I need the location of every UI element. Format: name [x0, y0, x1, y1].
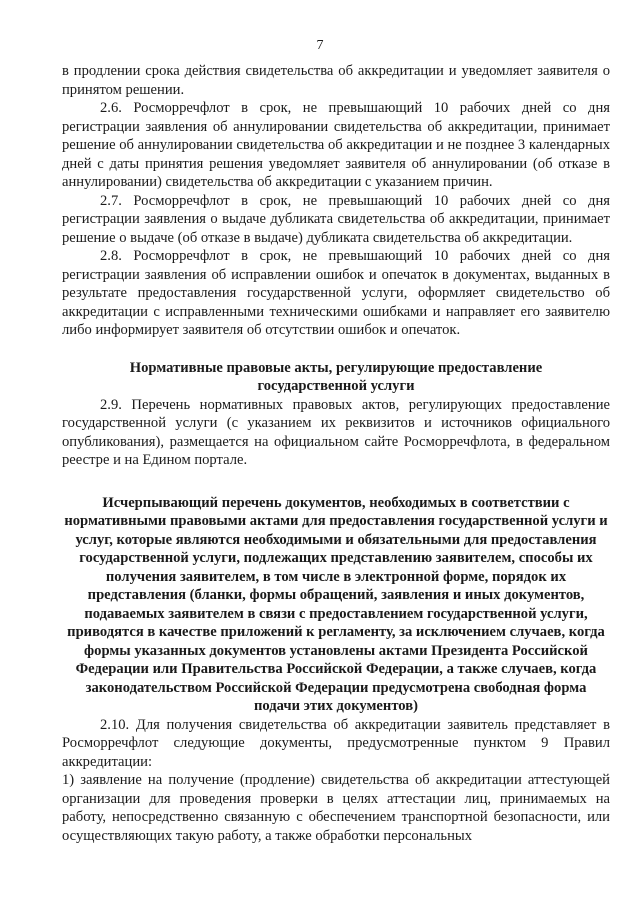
page-number: 7: [316, 38, 324, 53]
paragraph-2-7: 2.7. Росморречфлот в срок, не превышающий 10 рабочих дней со дня регистрации заявления о выдаче дубликата свидетельства об аккредитации, принимает решение о выдаче (об отказе в выдаче) дубликата свидетельства об аккредитации.: [62, 192, 610, 246]
section-heading-normative-acts: Нормативные правовые акты, регулирующие предоставление государственной услуги: [129, 359, 543, 394]
paragraph-2-8: 2.8. Росморречфлот в срок, не превышающий 10 рабочих дней со дня регистрации заявления об исправлении ошибок и опечаток в документах, выданных в результате предоставления государственной услуги, оформляет свидетельство об аккредитации с исправленными техническими ошибками и направляет его заявителю либо информирует заявителя об отсутствии ошибок и опечаток.: [62, 248, 610, 338]
paragraph-2-9: 2.9. Перечень нормативных правовых актов, регулирующих предоставление государственной услуги (с указанием их реквизитов и источников официального опубликования), размещается на официальном сайте Росморречфлота, в федеральном реестре и на Едином портале.: [62, 396, 610, 468]
paragraph-2-10: 2.10. Для получения свидетельства об аккредитации заявитель представляет в Росморречфлот следующие документы, предусмотренные пунктом 9 Правил аккредитации:: [62, 716, 610, 770]
paragraph-intro: в продлении срока действия свидетельства об аккредитации и уведомляет заявителя о принятом решении.: [62, 63, 610, 98]
document-body: [62, 62, 610, 845]
spacer: [62, 470, 610, 494]
spacer: [62, 340, 610, 359]
section-heading-documents-list: Исчерпывающий перечень документов, необходимых в соответствии с нормативными правовыми актами для предоставления государственной услуги и услуг, которые являются необходимыми и обязательными для предоставления государственной услуги, подлежащих представлению заявителем, способы их получения заявителем, в том числе в электронной форме, порядок их представления (бланки, формы обращений, заявления и иных документов, подаваемых заявителем в связи с предоставлением государственной услуги, приводятся в качестве приложений к регламенту, за исключением случаев, когда формы указанных документов установлены актами Президента Российской Федерации или Правительства Российской Федерации, а также случаев, когда законодательством Российской Федерации предусмотрена свободная форма подачи этих документов): [64, 494, 608, 714]
paragraph-2-6: 2.6. Росморречфлот в срок, не превышающий 10 рабочих дней со дня регистрации заявления об аннулировании свидетельства об аккредитации, принимает решение об аннулировании свидетельства об аккредитации и не позднее 3 календарных дней с даты принятия решения уведомляет заявителя об аннулировании (об отказе в аннулировании) свидетельства об аккредитации с указанием причин.: [62, 100, 610, 190]
list-item-1: 1) заявление на получение (продление) свидетельства об аккредитации аттестующей организации для проведения проверки в целях аттестации лиц, принимаемых на работу, непосредственно связанную с обеспечением транспортной безопасности, или осуществляющих такую работу, а также обработки персональных: [62, 772, 610, 844]
